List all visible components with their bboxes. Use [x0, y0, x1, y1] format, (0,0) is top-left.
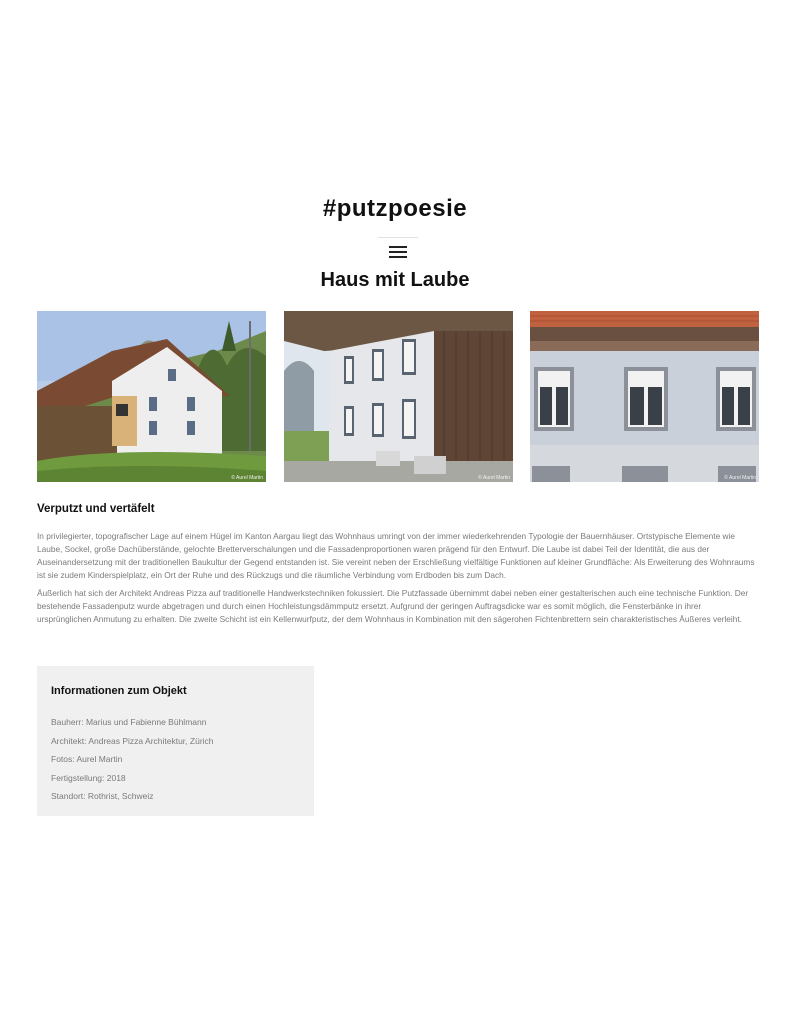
facade-photo-image — [284, 311, 513, 482]
hamburger-menu-icon[interactable] — [387, 244, 409, 260]
gallery-photo-house-exterior[interactable] — [37, 311, 266, 482]
info-box-title: Informationen zum Objekt — [51, 685, 187, 697]
info-item-client: Bauherr: Marius und Fabienne Bühlmann — [51, 717, 207, 727]
house-photo-image — [37, 311, 266, 482]
info-item-location: Standort: Rothrist, Schweiz — [51, 791, 154, 801]
gallery-photo-facade-laube[interactable] — [284, 311, 513, 482]
object-info-box — [37, 666, 314, 816]
info-list — [51, 716, 214, 809]
photo-credit: © Aurel Martin — [231, 475, 263, 481]
site-title[interactable]: #putzpoesie — [322, 195, 468, 222]
photo-credit: © Aurel Martin — [478, 475, 510, 481]
page-title: Haus mit Laube — [320, 269, 470, 291]
plaster-photo-image — [530, 311, 759, 482]
article-paragraph: In privilegierter, topografischer Lage auf einem Hügel im Kanton Aargau liegt das Wohnhaus umringt von der immer wiederkehrenden Typologie der Bauernhäuser. Ortstypische Elemente wie Laube, Sockel, große Dachüberstände, gelochte Bretterverschalungen und die Fassadenproportionen waren prägend für den Entwurf. Die Laube ist dabei Teil der Identität, die aus der Auseinandersetzung mit der traditionellen Baukultur der Gegend entstanden ist. Sie vereint neben der Erschließung vielfältige Funktionen auf kleiner Grundfläche: Als Erweiterung des Wohnraums ist sie zudem Kinderspielplatz, ein Ort der Ruhe und des Rückzugs und die räumliche Verbindung vom Erdboden bis zum Dach. — [37, 531, 755, 580]
info-item-architect: Architekt: Andreas Pizza Architektur, Zürich — [51, 735, 214, 746]
photo-credit: © Aurel Martin — [724, 475, 756, 481]
article-paragraph: Äußerlich hat sich der Architekt Andreas Pizza auf traditionelle Handwerkstechniken fokussiert. Die Putzfassade übernimmt dabei neben einer gestalterischen auch eine technische Funktion. Der bestehende Fassadenputz wurde abgetragen und durch einen Hochleistungsdämmputz ersetzt. Aufgrund der geringen Auftragsdicke war es somit möglich, die Fensterbänke in ihrer ursprünglichen Anmutung zu erhalten. Die zweite Schicht ist ein Kellenwurfputz, der dem Wohnhaus in Kombination mit den sägerohen Fichtenbrettern sein charakteristisches Äußeres verleiht. — [37, 588, 749, 624]
gallery-photo-plaster-detail[interactable] — [530, 311, 759, 482]
title-divider — [378, 237, 418, 238]
info-item-completion: Fertigstellung: 2018 — [51, 772, 126, 783]
info-item-photos: Fotos: Aurel Martin — [51, 754, 123, 764]
section-heading: Verputzt und vertäfelt — [37, 503, 155, 515]
